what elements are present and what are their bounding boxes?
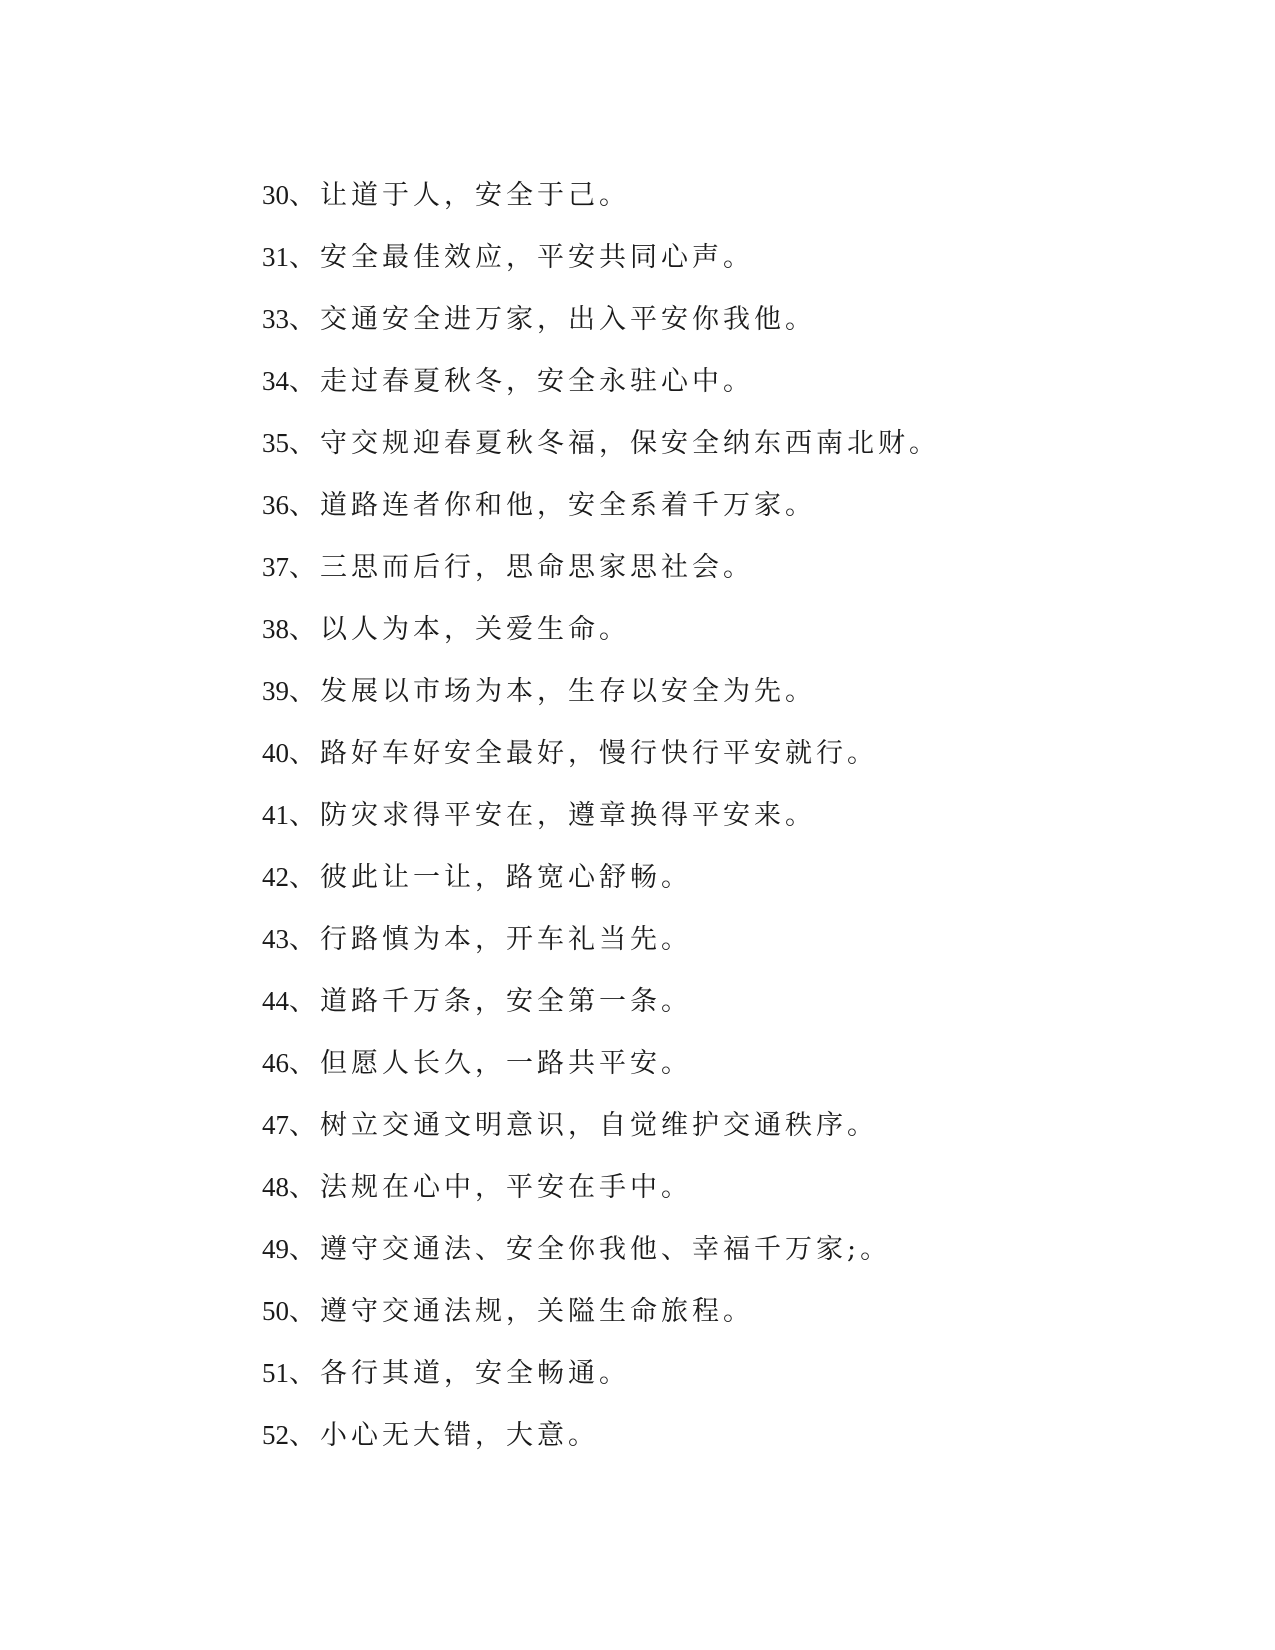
item-number: 31 [262, 242, 289, 272]
list-item [262, 474, 940, 536]
list-item [262, 1156, 940, 1218]
item-text: 、三思而后行，思命思家思社会。 [289, 552, 754, 583]
item-text: 、路好车好安全最好，慢行快行平安就行。 [289, 738, 878, 769]
list-item [262, 288, 940, 350]
item-text: 、发展以市场为本，生存以安全为先。 [289, 676, 816, 707]
item-text: 、小心无大错，大意。 [289, 1420, 599, 1451]
item-number: 47 [262, 1110, 289, 1140]
item-number: 43 [262, 924, 289, 954]
item-number: 46 [262, 1048, 289, 1078]
list-item [262, 1032, 940, 1094]
item-number: 38 [262, 614, 289, 644]
list-item [262, 970, 940, 1032]
item-number: 30 [262, 180, 289, 210]
item-text: 、遵守交通法规，关隘生命旅程。 [289, 1296, 754, 1327]
item-text: 、道路千万条，安全第一条。 [289, 986, 692, 1017]
item-number: 52 [262, 1420, 289, 1450]
list-item [262, 1342, 940, 1404]
item-text: 、各行其道，安全畅通。 [289, 1358, 630, 1389]
list-item [262, 350, 940, 412]
item-text: 、行路慎为本，开车礼当先。 [289, 924, 692, 955]
item-text: 、遵守交通法、安全你我他、幸福千万家;。 [289, 1234, 892, 1265]
item-text: 、防灾求得平安在，遵章换得平安来。 [289, 800, 816, 831]
item-text: 、守交规迎春夏秋冬福，保安全纳东西南北财。 [289, 428, 940, 459]
item-number: 35 [262, 428, 289, 458]
item-text: 、以人为本，关爱生命。 [289, 614, 630, 645]
list-item [262, 784, 940, 846]
list-item [262, 226, 940, 288]
list-item [262, 598, 940, 660]
slogan-list [262, 164, 940, 1466]
item-text: 、树立交通文明意识，自觉维护交通秩序。 [289, 1110, 878, 1141]
item-number: 44 [262, 986, 289, 1016]
item-number: 34 [262, 366, 289, 396]
item-number: 39 [262, 676, 289, 706]
list-item [262, 846, 940, 908]
item-number: 48 [262, 1172, 289, 1202]
list-item [262, 536, 940, 598]
list-item [262, 1218, 940, 1280]
item-text: 、让道于人，安全于己。 [289, 180, 630, 211]
item-text: 、安全最佳效应，平安共同心声。 [289, 242, 754, 273]
item-number: 42 [262, 862, 289, 892]
item-number: 36 [262, 490, 289, 520]
item-text: 、道路连者你和他，安全系着千万家。 [289, 490, 816, 521]
list-item [262, 1094, 940, 1156]
item-number: 41 [262, 800, 289, 830]
list-item [262, 412, 940, 474]
list-item [262, 164, 940, 226]
item-text: 、交通安全进万家，出入平安你我他。 [289, 304, 816, 335]
list-item [262, 1280, 940, 1342]
list-item [262, 722, 940, 784]
item-text: 、走过春夏秋冬，安全永驻心中。 [289, 366, 754, 397]
item-number: 40 [262, 738, 289, 768]
item-number: 33 [262, 304, 289, 334]
list-item [262, 908, 940, 970]
item-text: 、法规在心中，平安在手中。 [289, 1172, 692, 1203]
item-number: 49 [262, 1234, 289, 1264]
item-number: 51 [262, 1358, 289, 1388]
list-item [262, 660, 940, 722]
list-item [262, 1404, 940, 1466]
item-text: 、但愿人长久，一路共平安。 [289, 1048, 692, 1079]
item-number: 50 [262, 1296, 289, 1326]
item-number: 37 [262, 552, 289, 582]
item-text: 、彼此让一让，路宽心舒畅。 [289, 862, 692, 893]
